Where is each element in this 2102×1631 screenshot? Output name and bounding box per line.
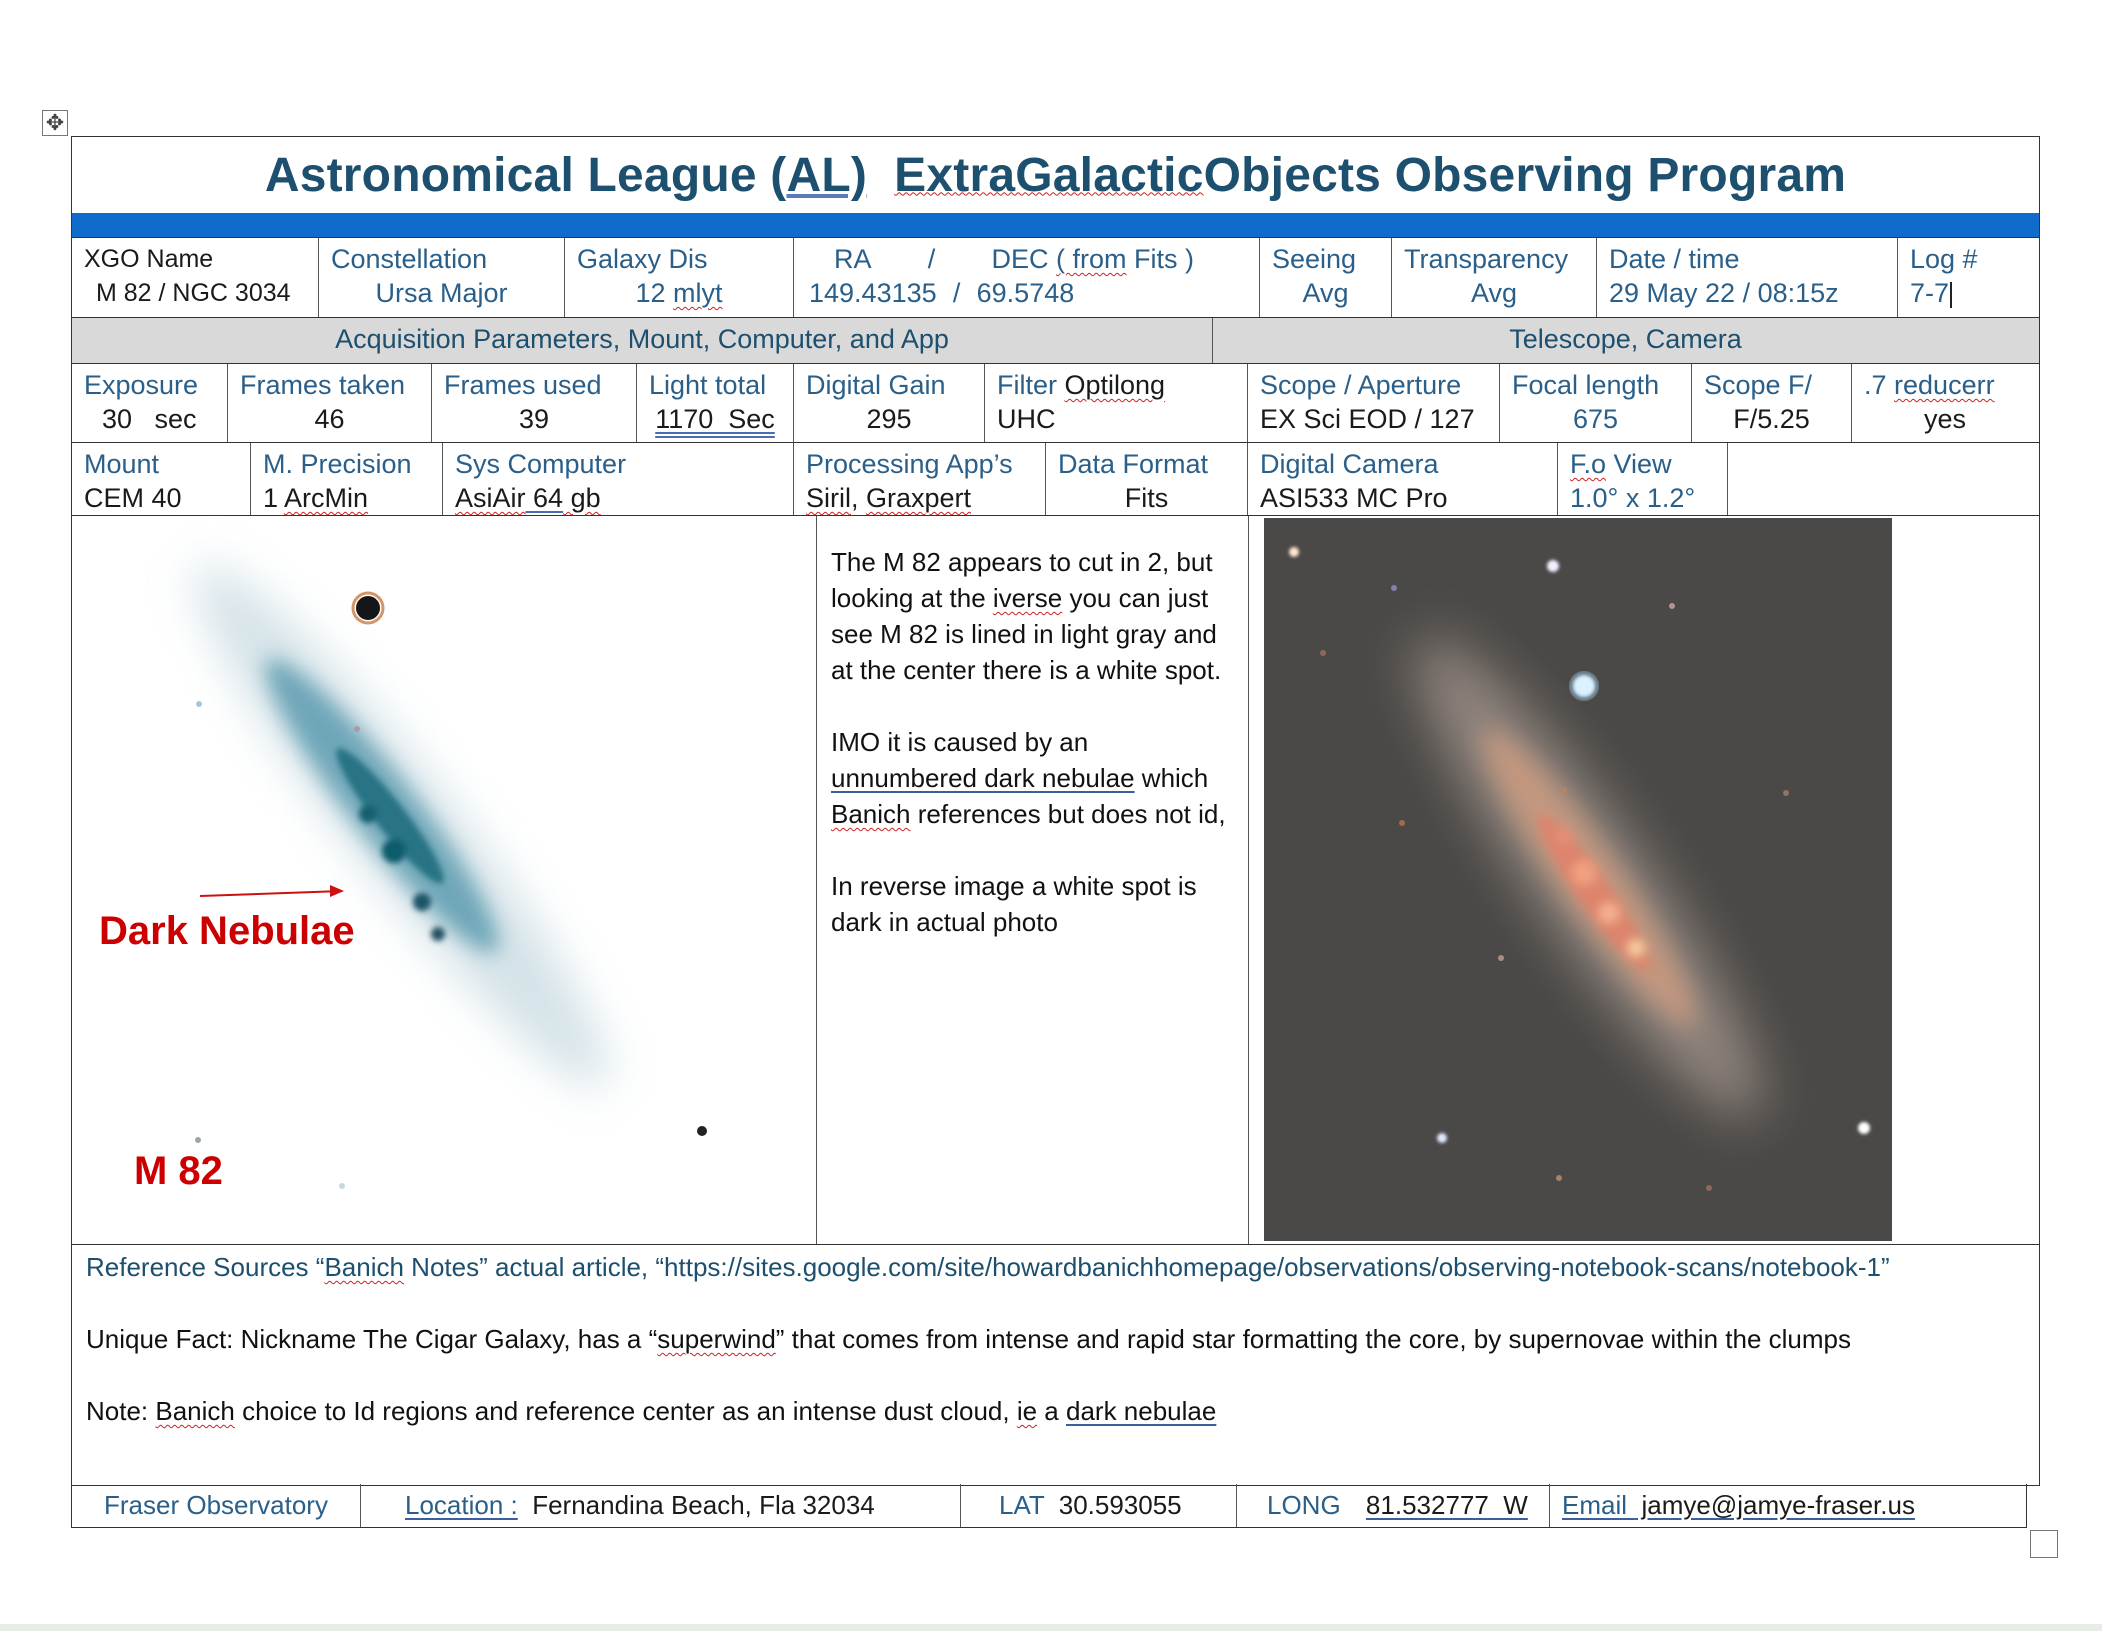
filter-value: UHC bbox=[997, 404, 1056, 434]
seeing-label: Seeing bbox=[1272, 244, 1357, 274]
scope-aperture-value: EX Sci EOD / 127 bbox=[1260, 404, 1475, 434]
transparency-value: Avg bbox=[1470, 278, 1518, 308]
note-2-text-a: IMO it is caused by an bbox=[831, 727, 1089, 757]
data-format-cell[interactable] bbox=[1045, 443, 1247, 515]
digital-camera-value: ASI533 MC Pro bbox=[1260, 483, 1448, 513]
constellation-value: Ursa Major bbox=[375, 278, 508, 308]
title-text-1: Astronomical League ( bbox=[264, 148, 787, 202]
empty-cell[interactable] bbox=[1727, 443, 2038, 515]
note-paragraph-3: In reverse image a white spot is dark in actual photo bbox=[831, 871, 1197, 937]
observatory-name: Fraser Observatory bbox=[104, 1490, 328, 1520]
xgo-name-value: M 82 / NGC 3034 bbox=[96, 279, 291, 307]
light-total-value: 1170 Sec bbox=[655, 404, 775, 434]
inverted-galaxy-graphic bbox=[72, 516, 816, 1243]
acquisition-section-header bbox=[72, 318, 1212, 363]
note-link[interactable]: dark nebulae bbox=[1065, 1396, 1217, 1426]
reference-text-a: Reference Sources “ bbox=[86, 1252, 325, 1282]
note-1-text-a: The M 82 appears to cut in 2, but looking at the bbox=[831, 547, 1213, 613]
xgo-name-cell[interactable] bbox=[72, 238, 318, 317]
mount-label: Mount bbox=[84, 449, 160, 479]
note-text bbox=[86, 1393, 2025, 1429]
mount-precision-cell[interactable] bbox=[250, 443, 442, 515]
observing-log-table bbox=[71, 136, 2040, 1486]
constellation-cell[interactable] bbox=[318, 238, 564, 317]
date-time-cell[interactable] bbox=[1596, 238, 1897, 317]
fov-value: 1.0° x 1.2° bbox=[1570, 483, 1696, 513]
digital-gain-cell[interactable] bbox=[793, 364, 984, 442]
image-divider bbox=[1248, 516, 1249, 1244]
ra-dec-label-separator: / bbox=[927, 244, 936, 274]
latitude-cell[interactable] bbox=[960, 1484, 1236, 1527]
processing-apps-separator: , bbox=[851, 483, 867, 513]
reducer-label-number: .7 bbox=[1864, 370, 1895, 400]
ra-dec-value-separator: / bbox=[952, 278, 961, 308]
frames-taken-cell[interactable] bbox=[227, 364, 431, 442]
processing-apps-label: Processing App’s bbox=[806, 449, 1013, 479]
title-accent-bar bbox=[72, 213, 2039, 237]
footer-row bbox=[71, 1484, 2027, 1528]
dec-value: 69.5748 bbox=[976, 278, 1075, 308]
log-number-label: Log # bbox=[1910, 244, 1978, 274]
seeing-cell[interactable] bbox=[1259, 238, 1391, 317]
note-paragraph-1 bbox=[831, 544, 1234, 688]
processing-app-graxpert: Graxpert bbox=[866, 483, 972, 513]
transparency-label: Transparency bbox=[1404, 244, 1569, 274]
dec-label-fits: Fits ) bbox=[1126, 244, 1195, 274]
acquisition-row bbox=[72, 363, 2039, 442]
observation-notes bbox=[816, 516, 1248, 1244]
frames-taken-label: Frames taken bbox=[240, 370, 406, 400]
galaxy-distance-label: Galaxy Dis bbox=[577, 244, 708, 274]
exposure-label: Exposure bbox=[84, 370, 199, 400]
focal-length-cell[interactable] bbox=[1499, 364, 1691, 442]
acquisition-section-title: Acquisition Parameters, Mount, Computer, and App bbox=[335, 324, 949, 354]
reference-sources bbox=[86, 1249, 2025, 1285]
ra-value: 149.43135 bbox=[809, 278, 937, 308]
sys-computer-cell[interactable] bbox=[442, 443, 793, 515]
latitude-value: 30.593055 bbox=[1051, 1490, 1182, 1520]
scope-f-ratio-value: F/5.25 bbox=[1733, 404, 1810, 434]
filter-brand: Optilong bbox=[1064, 370, 1166, 400]
frames-used-cell[interactable] bbox=[431, 364, 636, 442]
note-2-text-b: which bbox=[1134, 763, 1209, 793]
window-bottom-edge bbox=[0, 1624, 2102, 1631]
note-paragraph-2 bbox=[831, 724, 1234, 832]
note-2-link[interactable]: unnumbered dark nebulae bbox=[831, 763, 1135, 793]
mount-precision-unit: ArcMin bbox=[284, 483, 369, 513]
unique-fact-word: superwind bbox=[657, 1324, 776, 1354]
email-label[interactable]: Email bbox=[1562, 1490, 1635, 1520]
note-text-a: Note: bbox=[86, 1396, 156, 1426]
processing-apps-cell[interactable] bbox=[793, 443, 1045, 515]
focal-length-label: Focal length bbox=[1512, 370, 1660, 400]
m82-inverted-image bbox=[72, 516, 816, 1244]
digital-camera-label: Digital Camera bbox=[1260, 449, 1439, 479]
reference-name: Banich bbox=[324, 1252, 404, 1282]
email-value[interactable]: jamye@jamye-fraser.us bbox=[1634, 1490, 1915, 1520]
exposure-value: 30 sec bbox=[102, 404, 197, 434]
references-section bbox=[72, 1245, 2039, 1469]
data-format-value: Fits bbox=[1124, 483, 1169, 513]
ra-dec-cell[interactable] bbox=[793, 238, 1259, 317]
note-2-name: Banich bbox=[831, 799, 911, 829]
mount-precision-label: M. Precision bbox=[263, 449, 412, 479]
sys-computer-storage: 64 bbox=[525, 483, 564, 513]
latitude-label: LAT bbox=[999, 1490, 1052, 1520]
unique-fact bbox=[86, 1321, 2025, 1357]
digital-camera-cell[interactable] bbox=[1247, 443, 1557, 515]
light-total-label: Light total bbox=[649, 370, 767, 400]
digital-gain-value: 295 bbox=[866, 404, 912, 434]
reducer-label-word: reducerr bbox=[1894, 370, 1995, 400]
title-al: AL) bbox=[786, 148, 868, 202]
note-2-text-c: references but does not id, bbox=[910, 799, 1226, 829]
longitude-value: 81.532777 W bbox=[1365, 1490, 1528, 1520]
note-text-c: a bbox=[1037, 1396, 1066, 1426]
references-row bbox=[72, 1244, 2039, 1484]
reducer-cell[interactable] bbox=[1851, 364, 2038, 442]
scope-f-ratio-cell[interactable] bbox=[1691, 364, 1851, 442]
scope-aperture-cell[interactable] bbox=[1247, 364, 1499, 442]
seeing-value: Avg bbox=[1302, 278, 1349, 308]
color-galaxy-graphic bbox=[1264, 518, 1892, 1241]
longitude-label: LONG bbox=[1267, 1490, 1348, 1520]
location-value: Fernandina Beach, Fla 32034 bbox=[517, 1490, 875, 1520]
title-text-2: Objects Observing Program bbox=[1203, 148, 1847, 202]
fov-label-view: View bbox=[1606, 449, 1672, 479]
table-resize-handle[interactable] bbox=[2030, 1530, 2058, 1558]
reducer-value: yes bbox=[1923, 404, 1967, 434]
section-header-row bbox=[72, 317, 2039, 363]
exposure-cell[interactable] bbox=[72, 364, 227, 442]
note-ie: ie bbox=[1016, 1396, 1038, 1426]
m82-color-photo bbox=[1264, 518, 1892, 1241]
digital-gain-label: Digital Gain bbox=[806, 370, 946, 400]
title-extragalactic: ExtraGalactic bbox=[894, 148, 1204, 202]
mount-precision-number: 1 bbox=[263, 483, 285, 513]
filter-label: Filter bbox=[997, 370, 1065, 400]
unique-fact-text-a: Unique Fact: Nickname The Cigar Galaxy, has a “ bbox=[86, 1324, 658, 1354]
telescope-section-header bbox=[1212, 318, 2038, 363]
xgo-name-label: XGO Name bbox=[84, 245, 214, 273]
dec-label-from: ( from bbox=[1056, 244, 1127, 274]
longitude-cell[interactable] bbox=[1236, 1484, 1549, 1527]
table-move-handle-icon[interactable]: ✥ bbox=[42, 110, 68, 136]
light-total-cell[interactable] bbox=[636, 364, 793, 442]
galaxy-distance-number: 12 bbox=[635, 278, 674, 308]
note-name: Banich bbox=[155, 1396, 235, 1426]
m82-annotation: M 82 bbox=[134, 1149, 223, 1193]
mount-value: CEM 40 bbox=[84, 483, 182, 513]
reference-text-b: Notes” actual article, “https://sites.google.com/site/howardbanichhomepage/observations/observing-notebook-scans/notebook-1” bbox=[403, 1252, 1890, 1282]
email-cell[interactable] bbox=[1549, 1484, 2028, 1527]
unique-fact-text-b: ” that comes from intense and rapid star formatting the core, by supernovae within the clumps bbox=[775, 1324, 1851, 1354]
fov-label-abbrev: F.o bbox=[1570, 449, 1607, 479]
note-1-text-b: you can just see M 82 is lined in light gray and at the center there is a white spot. bbox=[831, 583, 1222, 685]
sys-computer-label: Sys Computer bbox=[455, 449, 627, 479]
telescope-section-title: Telescope, Camera bbox=[1509, 324, 1742, 354]
log-number-value[interactable]: 7-7 bbox=[1910, 278, 1950, 308]
galaxy-distance-cell[interactable] bbox=[564, 238, 793, 317]
frames-taken-value: 46 bbox=[314, 404, 345, 434]
sys-computer-unit: gb bbox=[563, 483, 601, 513]
log-number-cell[interactable] bbox=[1897, 238, 2038, 317]
dec-label: DEC bbox=[991, 244, 1057, 274]
sys-computer-name: AsiAir bbox=[455, 483, 526, 513]
title-space bbox=[867, 148, 894, 203]
date-time-label: Date / time bbox=[1609, 244, 1740, 274]
equipment-row bbox=[72, 442, 2039, 515]
frames-used-value: 39 bbox=[518, 404, 550, 434]
ra-label: RA bbox=[834, 244, 872, 274]
data-format-label: Data Format bbox=[1058, 449, 1209, 479]
location-cell[interactable] bbox=[360, 1484, 960, 1527]
scope-aperture-label: Scope / Aperture bbox=[1260, 370, 1462, 400]
mount-cell[interactable] bbox=[72, 443, 250, 515]
observatory-cell[interactable] bbox=[72, 1484, 360, 1527]
filter-cell[interactable] bbox=[984, 364, 1247, 442]
dark-nebulae-annotation: Dark Nebulae bbox=[99, 909, 355, 953]
location-label[interactable]: Location : bbox=[405, 1490, 518, 1520]
frames-used-label: Frames used bbox=[444, 370, 602, 400]
note-1-word: iverse bbox=[992, 583, 1063, 613]
object-info-row bbox=[72, 237, 2039, 317]
page-title bbox=[72, 137, 2039, 213]
date-time-value: 29 May 22 / 08:15z bbox=[1609, 278, 1839, 308]
note-text-b: choice to Id regions and reference center as an intense dust cloud, bbox=[234, 1396, 1017, 1426]
galaxy-distance-unit: mlyt bbox=[673, 278, 723, 308]
scope-f-ratio-label: Scope F/ bbox=[1704, 370, 1813, 400]
images-row bbox=[72, 515, 2039, 1244]
focal-length-value: 675 bbox=[1572, 404, 1619, 434]
text-cursor bbox=[1950, 282, 1952, 308]
constellation-label: Constellation bbox=[331, 244, 488, 274]
processing-app-siril: Siril bbox=[806, 483, 851, 513]
field-of-view-cell[interactable] bbox=[1557, 443, 1727, 515]
transparency-cell[interactable] bbox=[1391, 238, 1596, 317]
